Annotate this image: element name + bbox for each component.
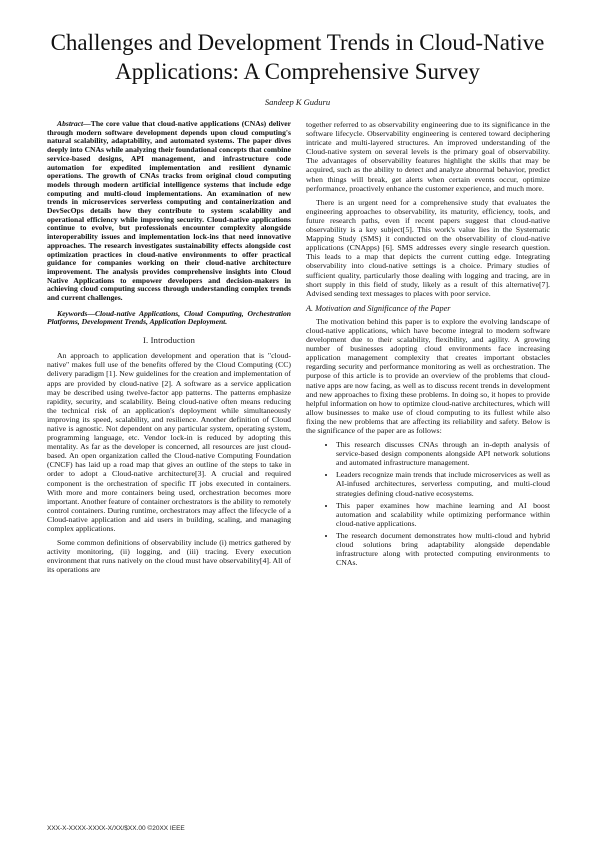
motivation-paragraph: The motivation behind this paper is to explore the evolving landscape of cloud-native applications, which have become integral to modern software development due to their scalability, flexibility, and agility. A growing number of businesses adopting cloud environments face increasing application management complexity that creates important obstacles regarding security and performance monitoring as well as orchestration. The purpose of this article is to provide an overview of the problems that cloud-native apps are now facing, as well as to discuss recent trends in development and new approaches to fixing these problems. In doing so, it hopes to provide helpful information on how to optimize cloud-native architectures, which will allow businesses to make use of cloud computing to its fullest while also fixing the new problems that are affecting its reliability and safety. Below is the significance of the paper are as follows: (306, 316, 550, 435)
significance-list (306, 440, 550, 567)
subsection-heading-motivation: A. Motivation and Significance of the Paper (306, 303, 451, 313)
keywords-lead: Keywords (57, 308, 88, 318)
right-column (306, 120, 550, 570)
section-heading-introduction: I. Introduction (142, 335, 196, 346)
left-column (47, 120, 291, 580)
keywords-text: —Cloud-native Applications, Cloud Computing, Orchestration Platforms, Development Trends, Application Deployment. (47, 308, 291, 327)
list-item: • The research document demonstrates how multi-cloud and hybrid cloud solutions bring adaptability alongside dependable infrastructure along with protected computing environments to CNAs. (336, 531, 550, 567)
abstract (47, 120, 291, 303)
list-item: • Leaders recognize main trends that include microservices as well as AI-infused architectures, serverless computing, and multi-cloud strategies defining cloud-native ecosystems. (336, 470, 550, 497)
keywords (47, 310, 291, 327)
sms-paragraph: There is an urgent need for a comprehensive study that evaluates the engineering approaches to observability, its maturity, efficiency, tools, and future research paths, even if recent papers suggest that cloud-native observability is a key subject[5]. This work's value lies in the Systematic Mapping Study (SMS) it conducted on the observability of cloud-native applications (CNApps) [6]. SMS addresses every single research question. This leads to a map that depicts the current cutting edge. Integrating observability into cloud-native settings is a choice. Primary studies of sufficient quality, particularly those dealing with logging and tracing, are in short supply in this field of study, likely as a result of this alternative[7]. Advised sending text messages to places with poor service. (306, 197, 550, 298)
author-name: Sandeep K Guduru (264, 97, 331, 107)
paper-title: Challenges and Development Trends in Cloud-Native Applications: A Comprehensive Survey (50, 30, 545, 84)
abstract-text: —The core value that cloud-native applications (CNAs) deliver through modern software development depends upon cloud computing's natural scalability, adaptability, and automated systems. The paper dives deeply into CNAs while analyzing their foundational concepts that combine service-based designs, API management, and infrastructure code automation for expedited implementation and resilient dynamic operations. The growth of CNAs tracks from original cloud computing models through modern artificial intelligence systems that include edge computing and multi-cloud implementations. An examination of new trends in microservices serverless computing and containerization and DevSecOps details how they contribute to system scalability and operational efficiency while improving security. Cloud-native applications continue to evolve, but professionals encounter complexity alongside interoperability issues and implementation lock-ins that need innovative approaches. The research investigates sustainability effects alongside cost optimization practices in cloud-native environments to offer practical guidance for companies working on their cloud-native architecture improvement. The analysis provides comprehensive insights into Cloud Native Applications to empower developers and decision-makers in achieving cloud computing success through understanding complex trends and current challenges. (47, 119, 291, 303)
observability-paragraph: Some common definitions of observability include (i) metrics gathered by activity monitoring, (ii) logging, and (iii) tracing. Every execution environment that runs natively on the cloud must have observability[4]. All of its operations are (47, 538, 291, 575)
intro-paragraph: An approach to application development and operation that is "cloud-native" makes full use of the benefits offered by the Cloud Computing (CC) delivery paradigm [1]. New guidelines for the creation and implementation of apps are provided by cloud-native [2]. A software as a service application may be described using twelve-factor app patterns. The patterns emphasize rapidity, security, and scalability. Being cloud-native often means reducing the technical risk of an application's deployment while simultaneously improving its speed, scalability, and resilience. Another definition of Cloud native is agnostic. Not dependent on any particular system, operating system, programming language, etc. Vendor lock-in is reduced by adopting this mentality. As far as the developer is concerned, all resources are just cloud-based. An open organization called the Cloud-native Computing Foundation (CNCF) has laid up a road map that gives an outline of the steps to take in order to adopt a Cloud-native architecture[3]. A crucial and required component is the orchestration of specific IT jobs executed in containers. With more and more containers being used, orchestration becomes more important. Another feature of container orchestrators is the ability to remotely control containers. During runtime, orchestrators may affect the lifecycle of a Cloud-native application and aid users in building, scaling, and managing complex applications. (47, 351, 291, 534)
list-item: • This paper examines how machine learning and AI boost automation and scalability while optimizing performance within cloud-native applications. (336, 501, 550, 528)
abstract-lead: Abstract (57, 119, 84, 128)
copyright-footer: XXX-X-XXXX-XXXX-X/XX/$XX.00 ©20XX IEEE (47, 825, 185, 832)
observability-continued-paragraph: together referred to as observability engineering due to its significance in the software lifecycle. Observability engineering is centered toward deciphering intricate and multi-layered structures. An improved understanding of the Cloud-native system on several levels is the primary goal of observability. The advantages of observability features highlight the skills that may be acquired, such as the ability to detect and analyze abnormal behavior, predict when things will break, get alerts when certain events occur, optimize performance, proactively enhance the customer experience, and much more. (306, 120, 550, 193)
list-item: • This research discusses CNAs through an in-depth analysis of service-based design components alongside API network solutions and automated infrastructure management. (336, 440, 550, 467)
